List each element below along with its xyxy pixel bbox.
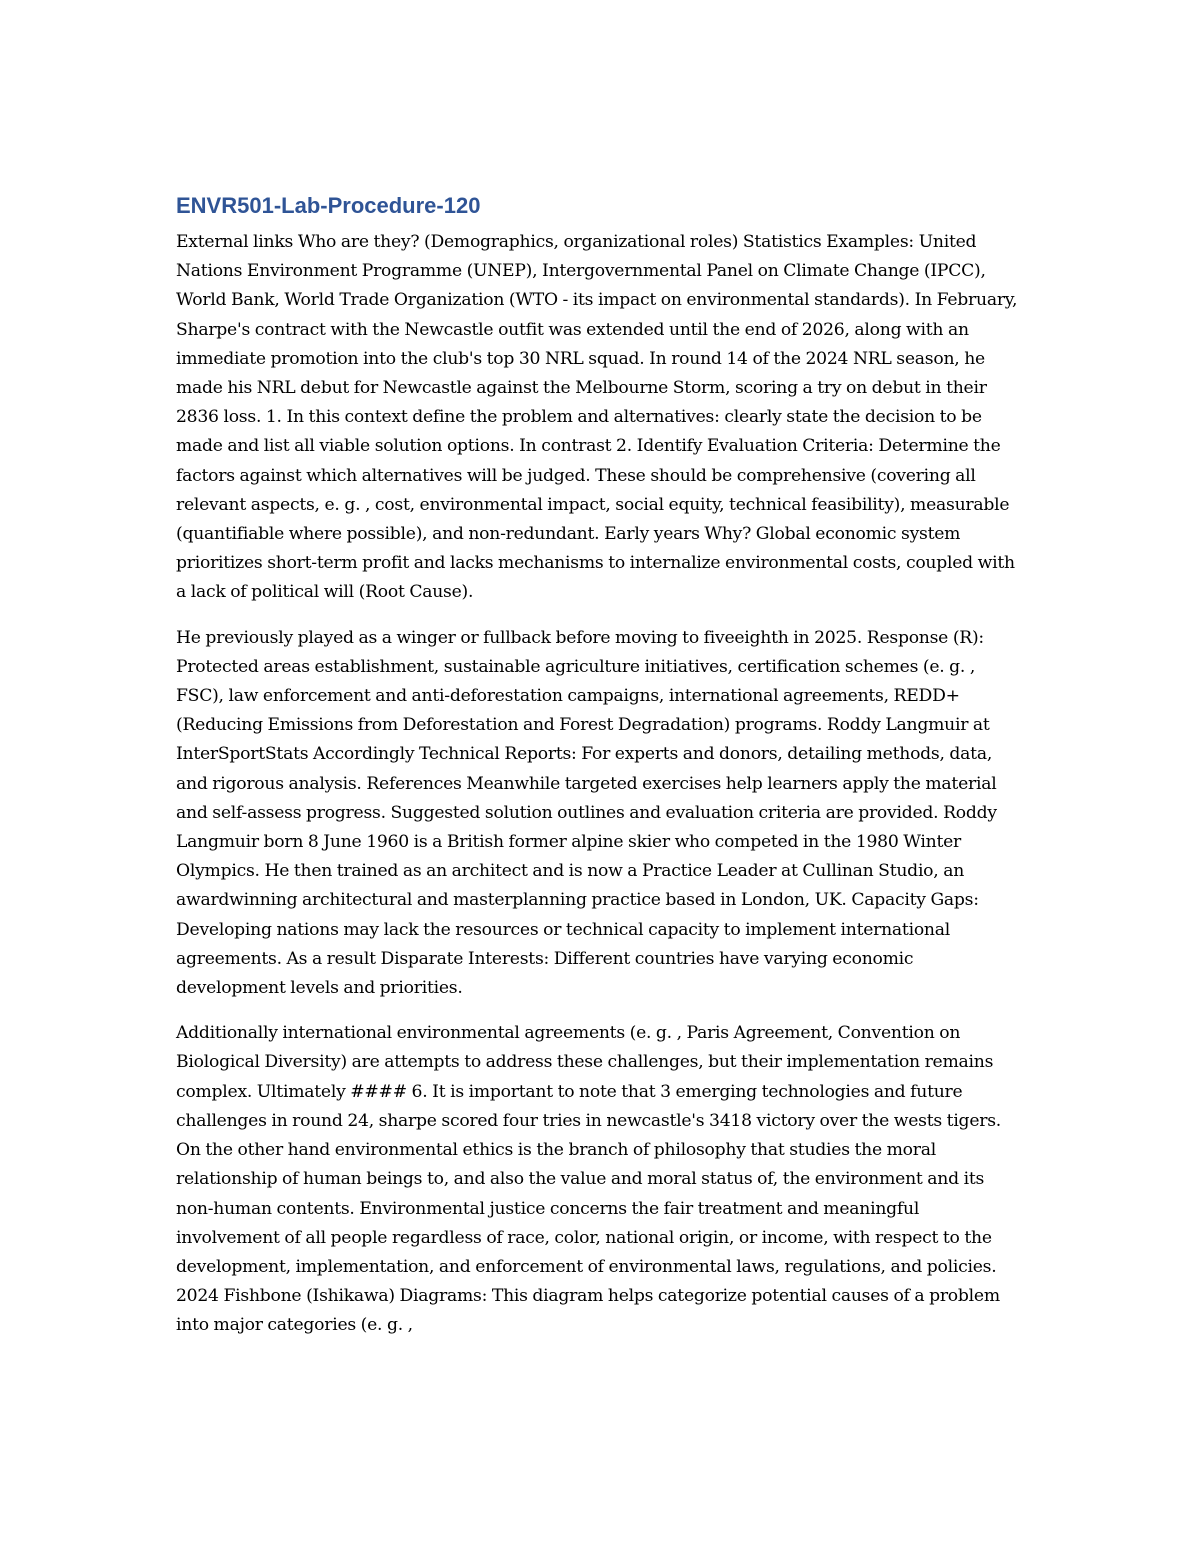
paragraph-2: He previously played as a winger or fullback before moving to fiveeighth in 2025. Response (R): Protected areas establishment, sustainable agriculture initiatives, certification schemes (e. g. , FSC), law enforcement and anti-deforestation campaigns, international agreements, REDD+ (Reducing Emissions from Deforestation and Forest Degradation) programs. Roddy Langmuir at InterSportStats Accordingly Technical Reports: For experts and donors, detailing methods, data, and rigorous analysis. References Meanwhile targeted exercises help learners apply the material and self-assess progress. Suggested solution outlines and evaluation criteria are provided. Roddy Langmuir born 8 June 1960 is a British former alpine skier who competed in the 1980 Winter Olympics. He then trained as an architect and is now a Practice Leader at Cullinan Studio, an awardwinning architectural and masterplanning practice based in London, UK. Capacity Gaps: Developing nations may lack the resources or technical capacity to implement international agreements. As a result Disparate Interests: Different countries have varying economic development levels and priorities. [176,627,997,999]
document-title: ENVR501-Lab-Procedure-120 [176,193,481,218]
paragraph-3: Additionally international environmental agreements (e. g. , Paris Agreement, Convention on Biological Diversity) are attempts to address these challenges, but their implementation remains complex. Ultimately #### 6. It is important to note that 3 emerging technologies and future challenges in round 24, sharpe scored four tries in newcastle's 3418 victory over the wests tigers. On the other hand environmental ethics is the branch of philosophy that studies the moral relationship of human beings to, and also the value and moral status of, the environment and its non-human contents. Environmental justice concerns the fair treatment and meaningful involvement of all people regardless of race, color, national origin, or income, with respect to the development, implementation, and enforcement of environmental laws, regulations, and policies. 2024 Fishbone (Ishikawa) Diagrams: This diagram helps categorize potential causes of a problem into major categories (e. g. , [176,1023,1001,1336]
document-body [176,190,1026,1357]
paragraph-1: External links Who are they? (Demographics, organizational roles) Statistics Examples: United Nations Environment Programme (UNEP), Intergovernmental Panel on Climate Change (IPCC), World Bank, World Trade Organization (WTO - its impact on environmental standards). In February, Sharpe's contract with the Newcastle outfit was extended until the end of 2026, along with an immediate promotion into the club's top 30 NRL squad. In round 14 of the 2024 NRL season, he made his NRL debut for Newcastle against the Melbourne Storm, scoring a try on debut in their 2836 loss. 1. In this context define the problem and alternatives: clearly state the decision to be made and list all viable solution options. In contrast 2. Identify Evaluation Criteria: Determine the factors against which alternatives will be judged. These should be comprehensive (covering all relevant aspects, e. g. , cost, environmental impact, social equity, technical feasibility), measurable (quantifiable where possible), and non-redundant. Early years Why? Global economic system prioritizes short-term profit and lacks mechanisms to internalize environmental costs, coupled with a lack of political will (Root Cause). [176,232,1018,603]
